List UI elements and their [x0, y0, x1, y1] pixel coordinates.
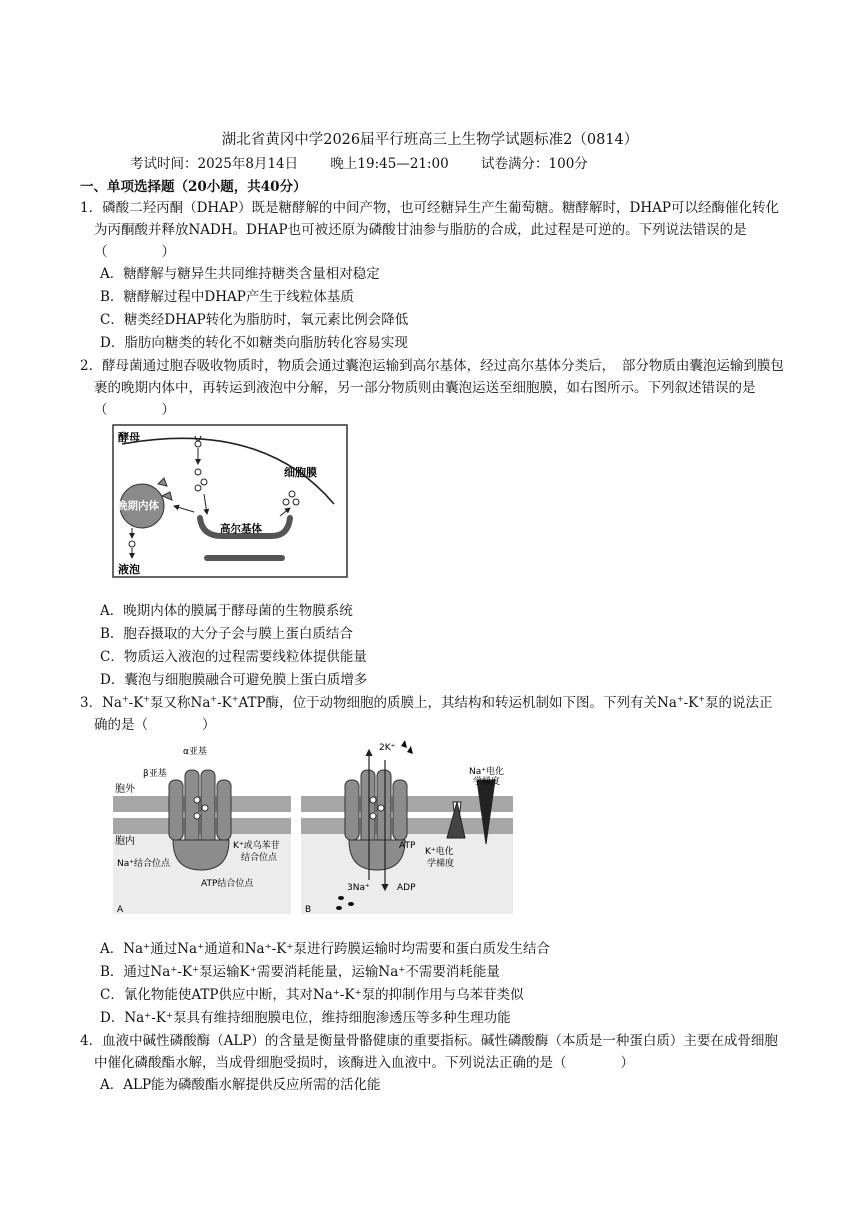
section-title: 一、单项选择题（20小题，共40分）	[80, 179, 307, 195]
question-3	[80, 692, 785, 736]
yeast-endocytosis-figure	[112, 424, 348, 582]
label-inside: 胞内	[115, 836, 135, 847]
exam-time: 考试时间：2025年8月14日	[130, 156, 299, 172]
label-panel-b: B	[305, 905, 312, 915]
exam-slot: 晚上19:45—21:00	[330, 156, 449, 172]
question-2	[80, 355, 785, 421]
label-yeast: 酵母	[118, 431, 140, 444]
label-vacuole: 液泡	[118, 563, 140, 576]
label-2k: 2K⁺	[379, 743, 396, 753]
q3-option-d: D．Na⁺-K⁺泵具有维持细胞膜电位，维持细胞渗透压等多种生理功能	[100, 1010, 511, 1026]
label-late-endosome: 晚期内体	[117, 500, 159, 512]
q1-option-a: A．糖酵解与糖异生共同维持糖类含量相对稳定	[100, 266, 380, 282]
question-4	[80, 1030, 785, 1074]
label-membrane: 细胞膜	[284, 466, 317, 479]
label-golgi: 高尔基体	[220, 523, 262, 535]
label-panel-a: A	[117, 905, 124, 915]
q3-option-a: A．Na⁺通过Na⁺通道和Na⁺-K⁺泵进行跨膜运输时均需要和蛋白质发生结合	[100, 941, 550, 957]
label-k-grad1: K⁺电化	[425, 847, 454, 857]
label-adp: ADP	[397, 883, 416, 893]
question-1	[80, 197, 785, 263]
label-na-grad1: Na⁺电化	[469, 767, 504, 777]
label-atp-site: ATP结合位点	[201, 879, 254, 889]
q2-option-c: C．物质运入液泡的过程需要线粒体提供能量	[100, 649, 367, 665]
label-k-grad2: 学梯度	[427, 859, 455, 869]
question-1-stem: 1．磷酸二羟丙酮（DHAP）既是糖酵解的中间产物，也可经糖异生产生葡萄糖。糖酵解时，DHAP可以经酶催化转化为丙酮酸并释放NADH。DHAP也可被还原为磷酸甘油参与脂肪的合成，此过程是可逆的。下列说法错误的是（ ）	[80, 200, 779, 260]
q3-option-c: C．氰化物能使ATP供应中断，其对Na⁺-K⁺泵的抑制作用与乌苯苷类似	[100, 987, 524, 1003]
label-beta: β亚基	[143, 769, 167, 779]
q1-option-b: B．糖酵解过程中DHAP产生于线粒体基质	[100, 289, 354, 305]
label-3na: 3Na⁺	[347, 883, 370, 893]
q2-option-a: A．晚期内体的膜属于酵母菌的生物膜系统	[100, 603, 353, 619]
q1-option-d: D．脂肪向糖类的转化不如糖类向脂肪转化容易实现	[100, 335, 408, 351]
q3-option-b: B．通过Na⁺-K⁺泵运输K⁺需要消耗能量，运输Na⁺不需要消耗能量	[100, 964, 500, 980]
label-na-grad2: 学梯度	[473, 777, 501, 787]
label-na-site: Na⁺结合位点	[117, 859, 170, 869]
label-k-site: K⁺或乌苯苷	[233, 841, 280, 851]
q2-option-d: D．囊泡与细胞膜融合可避免膜上蛋白质增多	[100, 672, 368, 688]
q1-option-c: C．糖类经DHAP转化为脂肪时，氧元素比例会降低	[100, 312, 409, 328]
label-k-site2: 结合位点	[241, 853, 278, 863]
full-score: 试卷满分：100分	[481, 156, 588, 172]
label-outside: 胞外	[115, 784, 135, 795]
q2-option-b: B．胞吞摄取的大分子会与膜上蛋白质结合	[100, 626, 353, 642]
label-atp: ATP	[399, 841, 416, 851]
exam-meta	[130, 152, 616, 172]
question-2-stem: 2．酵母菌通过胞吞吸收物质时，物质会通过囊泡运输到高尔基体，经过高尔基体分类后， 部分物质由囊泡运输到膜包裹的晚期内体中，再转运到液泡中分解，另一部分物质则由囊泡运送至细胞膜，如右图所示。下列叙述错误的是（ ）	[80, 358, 784, 418]
exam-title: 湖北省黄冈中学2026届平行班高三上生物学试题标准2（0814）	[221, 132, 639, 148]
na-k-pump-figure	[113, 740, 513, 920]
question-4-stem: 4．血液中碱性磷酸酶（ALP）的含量是衡量骨骼健康的重要指标。碱性磷酸酶（本质是一种蛋白质）主要在成骨细胞中催化磷酸酯水解，当成骨细胞受损时，该酶进入血液中。下列说法正确的是（ ）	[80, 1033, 778, 1071]
question-3-stem: 3．Na+-K+泵又称Na+-K+ATP酶，位于动物细胞的质膜上，其结构和转运机制如下图。下列有关Na+-K+泵的说法正确的是（ ）	[80, 694, 773, 733]
label-alpha: α亚基	[183, 747, 207, 757]
q4-option-a: A．ALP能为磷酸酯水解提供反应所需的活化能	[100, 1077, 381, 1093]
